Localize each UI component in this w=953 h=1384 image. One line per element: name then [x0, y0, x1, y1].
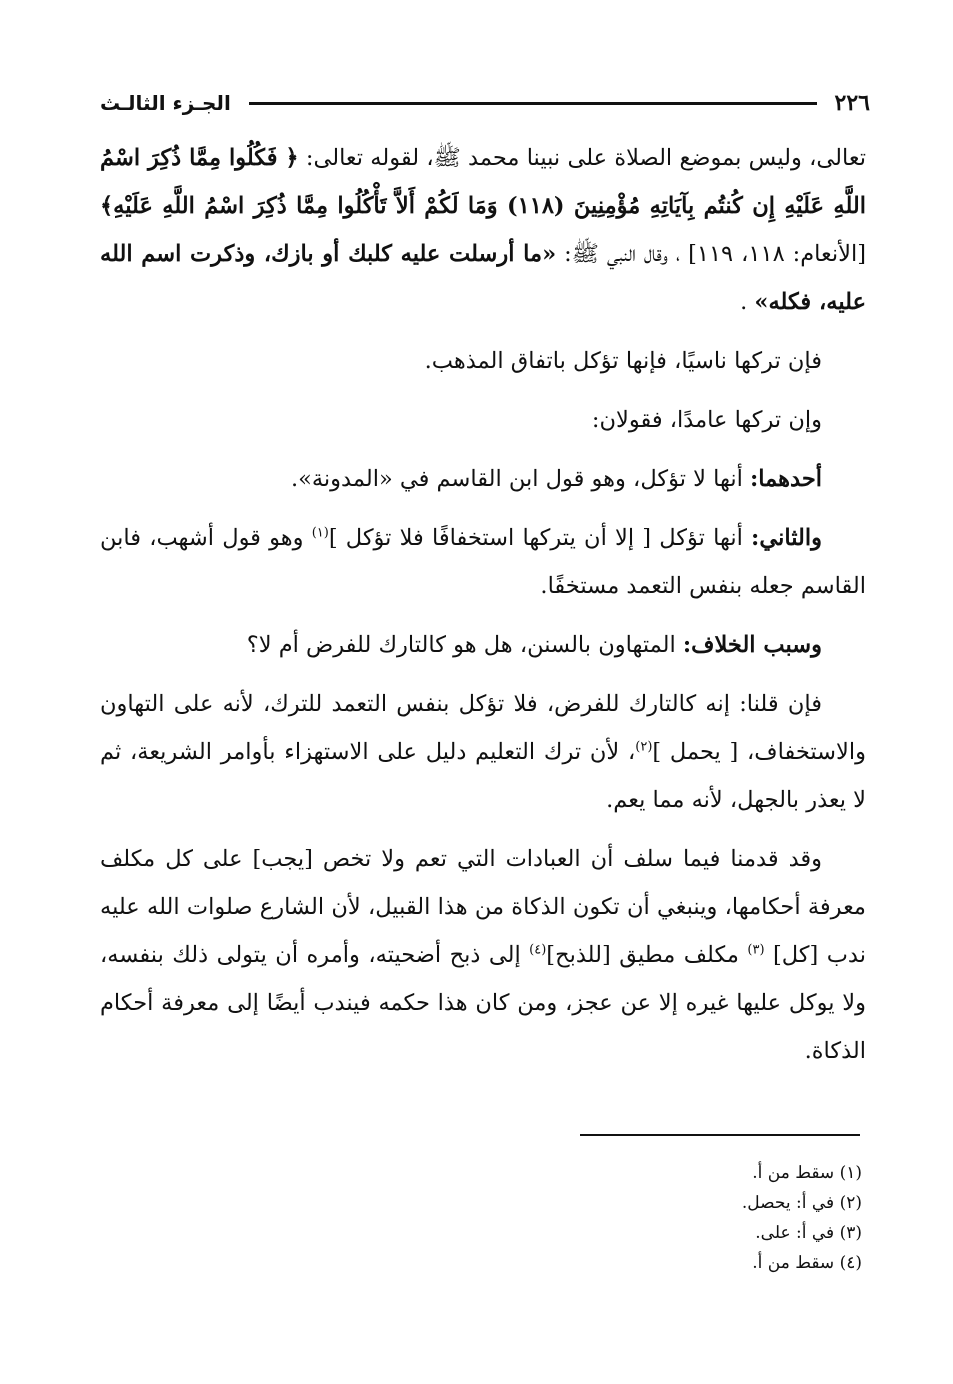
paragraph-7-text-before: فإن قلنا: إنه كالتارك للفرض، فلا تؤكل بنفس التعمد للترك، لأنه على التهاون والاستخفاف، [ يحمل ]: [100, 691, 866, 765]
paragraph-5-text-before: أنها تؤكل [ إلا أن يتركها استخفافًا فلا تؤكل ]: [328, 525, 752, 551]
paragraph-1-prefix: تعالى، وليس بموضع الصلاة على نبينا محمد ﷺ، لقوله تعالى:: [298, 145, 866, 171]
paragraph-4-text: أنها لا تؤكل، وهو قول ابن القاسم في «المدونة».: [290, 466, 750, 492]
page-header: [100, 86, 870, 120]
paragraph-4-lead: أحدهما:: [749, 466, 822, 492]
footnotes: [100, 1158, 862, 1278]
paragraph-7-text-after: ، لأن ترك التعليم دليل على الاستهزاء بأوامر الشريعة، ثم لا يعذر بالجهل، لأنه مما يعم.: [100, 739, 866, 813]
body-text: [100, 134, 866, 1075]
hadith-quote: «ما أرسلت عليه كلبك أو بازك، وذكرت اسم الله عليه، فكله»: [100, 241, 866, 315]
footnote-ref-3: (٣): [747, 942, 765, 958]
footnote-1: (١) سقط من أ.: [752, 1163, 862, 1183]
paragraph-6-lead: وسبب الخلاف:: [682, 632, 822, 658]
paragraph-5-lead: والثاني:: [751, 525, 822, 551]
paragraph-1-citation: [الأنعام: ١١٨، ١١٩] ، وقال النبي ﷺ:: [556, 241, 866, 267]
paragraph-3-text: وإن تركها عامدًا، فقولان:: [591, 407, 822, 433]
paragraph-7: [100, 680, 866, 824]
running-title: الجـزء الثالـث: [100, 91, 231, 115]
footnote-4: (٤) سقط من أ.: [752, 1253, 862, 1273]
paragraph-6: [100, 621, 866, 669]
footnote-ref-4: (٤): [529, 942, 547, 958]
paragraph-1-suffix: .: [740, 289, 755, 315]
footnote-ref-1: (١): [311, 525, 329, 541]
header-rule: [249, 102, 817, 105]
paragraph-6-text: المتهاون بالسنن، هل هو كالتارك للفرض أم لا؟: [246, 632, 683, 658]
paragraph-5: [100, 514, 866, 610]
paragraph-2: [100, 337, 866, 385]
paragraph-8-text-b: مكلف مطيق [للذبح]: [546, 942, 748, 968]
footnote-3: (٣) في أ: على.: [755, 1223, 862, 1243]
paragraph-1: [100, 134, 866, 326]
footnote-separator: [580, 1134, 860, 1136]
paragraph-5-text-after: وهو قول أشهب، فابن القاسم جعله بنفس التعمد مستخفًا.: [100, 525, 866, 599]
paragraph-3: [100, 396, 866, 444]
paragraph-4: [100, 455, 866, 503]
paragraph-8-text-a: وقد قدمنا فيما سلف أن العبادات التي تعم ولا تخص [يجب] على كل مكلف معرفة أحكامها، وينبغي أن تكون الذكاة من هذا القبيل، لأن الشارع صلوات الله عليه ندب [كل]: [100, 846, 866, 968]
footnote-2: (٢) في أ: يحصل.: [741, 1193, 862, 1213]
quran-verse: ﴿ فَكُلُوا مِمَّا ذُكِرَ اسْمُ اللَّهِ عَلَيْهِ إِن كُنتُم بِآيَاتِهِ مُؤْمِنِينَ (١١٨) وَمَا لَكُمْ أَلاَّ تَأْكُلُوا مِمَّا ذُكِرَ اسْمُ اللَّهِ عَلَيْهِ﴾: [100, 145, 866, 219]
paragraph-2-text: فإن تركها ناسيًا، فإنها تؤكل باتفاق المذهب.: [424, 348, 822, 374]
paragraph-8-text-c: إلى ذبح أضحيته، وأمره أن يتولى ذلك بنفسه، ولا يوكل عليها غيره إلا عن عجز، ومن كان هذا حكمه فيندب أيضًا إلى معرفة أحكام الذكاة.: [100, 942, 866, 1064]
page-number: ٢٢٦: [834, 90, 870, 116]
footnote-ref-2: (٢): [635, 739, 653, 755]
paragraph-8: [100, 835, 866, 1075]
